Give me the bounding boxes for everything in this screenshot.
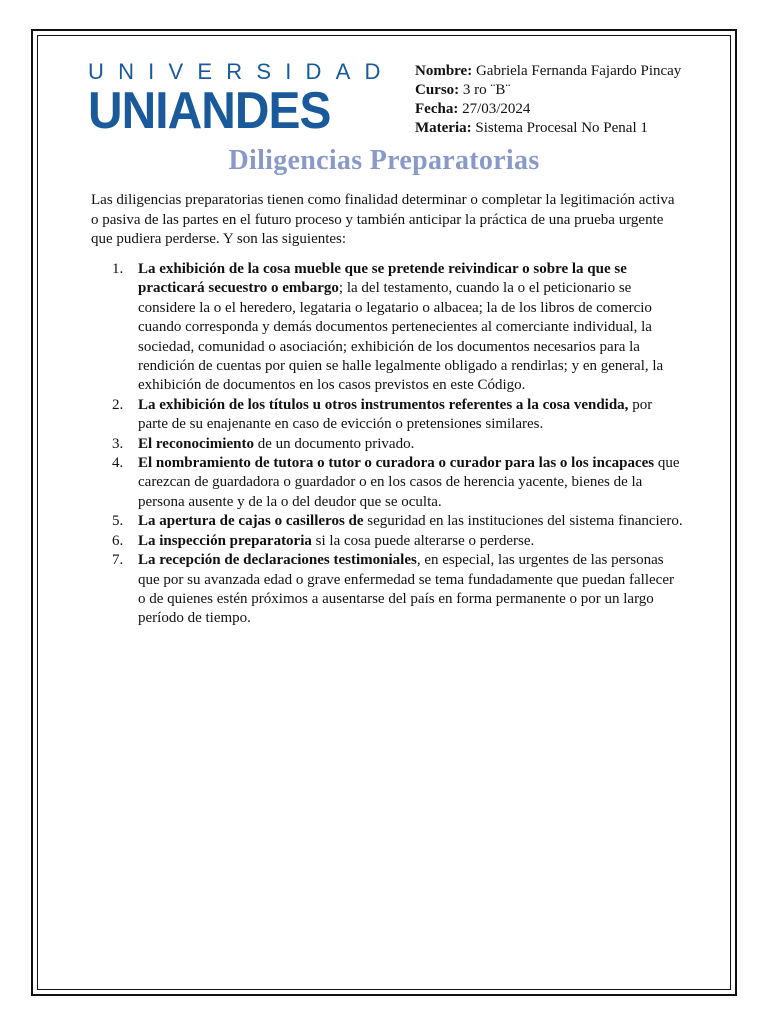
list-number: 6.	[112, 532, 124, 549]
list-number: 1.	[112, 261, 124, 277]
list-item-text: que carezcan de guardadora o guardador o en los casos de herencia yacente, bienes de la persona ausente y de la o del deudor que se oculta.	[138, 455, 680, 510]
materia-value: Sistema Procesal No Penal 1	[475, 120, 648, 136]
list-item-text: por parte de su enajenante en caso de evicción o pretensiones similares.	[138, 396, 653, 433]
logo-top-text: UNIVERSIDAD	[88, 59, 395, 84]
materia-row	[415, 119, 681, 138]
list-item	[91, 454, 685, 512]
list-item-bold: La recepción de declaraciones testimoniales	[138, 552, 417, 569]
list-item-text: ; la del testamento, cuando la o el peticionario se considere la o el heredero, legataria o legatario o albacea; la de los libros de comercio cuando corresponda y demás documentos pertenecientes al comerciante individual, la sociedad, comunidad o asociación; exhibición de los documentos necesarios para la rendición de cuentas por quien se halle legalmente obligado a rendirlas; y en general, la exhibición de documentos en los casos previstos en este Código.	[138, 280, 664, 394]
list-item-text: seguridad en las instituciones del sistema financiero.	[363, 513, 683, 530]
fecha-row	[415, 100, 681, 119]
list-item	[91, 532, 685, 551]
fecha-value: 27/03/2024	[462, 101, 531, 117]
list-number: 3.	[112, 435, 124, 452]
diligencias-list	[91, 260, 685, 629]
list-item-bold: La inspección preparatoria	[138, 532, 312, 549]
nombre-label: Nombre:	[415, 63, 473, 79]
list-number: 4.	[112, 455, 124, 472]
university-logo	[88, 59, 398, 140]
list-item-text: de un documento privado.	[253, 435, 415, 452]
list-item	[91, 512, 685, 531]
list-number: 7.	[112, 552, 124, 569]
list-item	[91, 551, 685, 629]
nombre-value: Gabriela Fernanda Fajardo Pincay	[475, 63, 682, 79]
document-title: Diligencias Preparatorias	[228, 145, 540, 176]
list-item	[91, 435, 685, 454]
list-number: 5.	[112, 513, 124, 530]
logo-main-text: UNIANDES	[88, 82, 331, 140]
list-number: 2.	[112, 396, 124, 413]
list-item-text: si la cosa puede alterarse o perderse.	[311, 532, 535, 549]
list-item-bold: La exhibición de la cosa mueble que se pretende reivindicar o sobre la que se practicará secuestro o embargo	[138, 261, 627, 297]
list-item-bold: La apertura de cajas o casilleros de	[138, 513, 364, 530]
list-item-bold: El nombramiento de tutora o tutor o curadora o curador para las o los incapaces	[138, 455, 655, 472]
fecha-label: Fecha:	[415, 101, 459, 117]
list-item	[91, 260, 685, 396]
curso-label: Curso:	[415, 82, 460, 98]
materia-label: Materia:	[415, 120, 472, 136]
list-item-bold: La exhibición de los títulos u otros instrumentos referentes a la cosa vendida,	[138, 396, 629, 413]
list-item-bold: El reconocimiento	[138, 435, 254, 452]
curso-row	[415, 81, 681, 100]
intro-paragraph: Las diligencias preparatorias tienen como finalidad determinar o completar la legitimación activa o pasiva de las partes en el futuro proceso y también anticipar la práctica de una prueba urgente que pudiera perderse. Y son las siguientes:	[91, 192, 675, 247]
student-info	[415, 62, 681, 138]
list-item-text: , en especial, las urgentes de las personas que por su avanzada edad o grave enfermedad se tema fundadamente que puedan fallecer o de quienes estén próximos a ausentarse del país en forma permanente o por un largo período de tiempo.	[138, 552, 674, 627]
curso-value: 3 ro ¨B¨	[462, 82, 511, 98]
list-item	[91, 396, 685, 435]
nombre-row	[415, 62, 681, 81]
